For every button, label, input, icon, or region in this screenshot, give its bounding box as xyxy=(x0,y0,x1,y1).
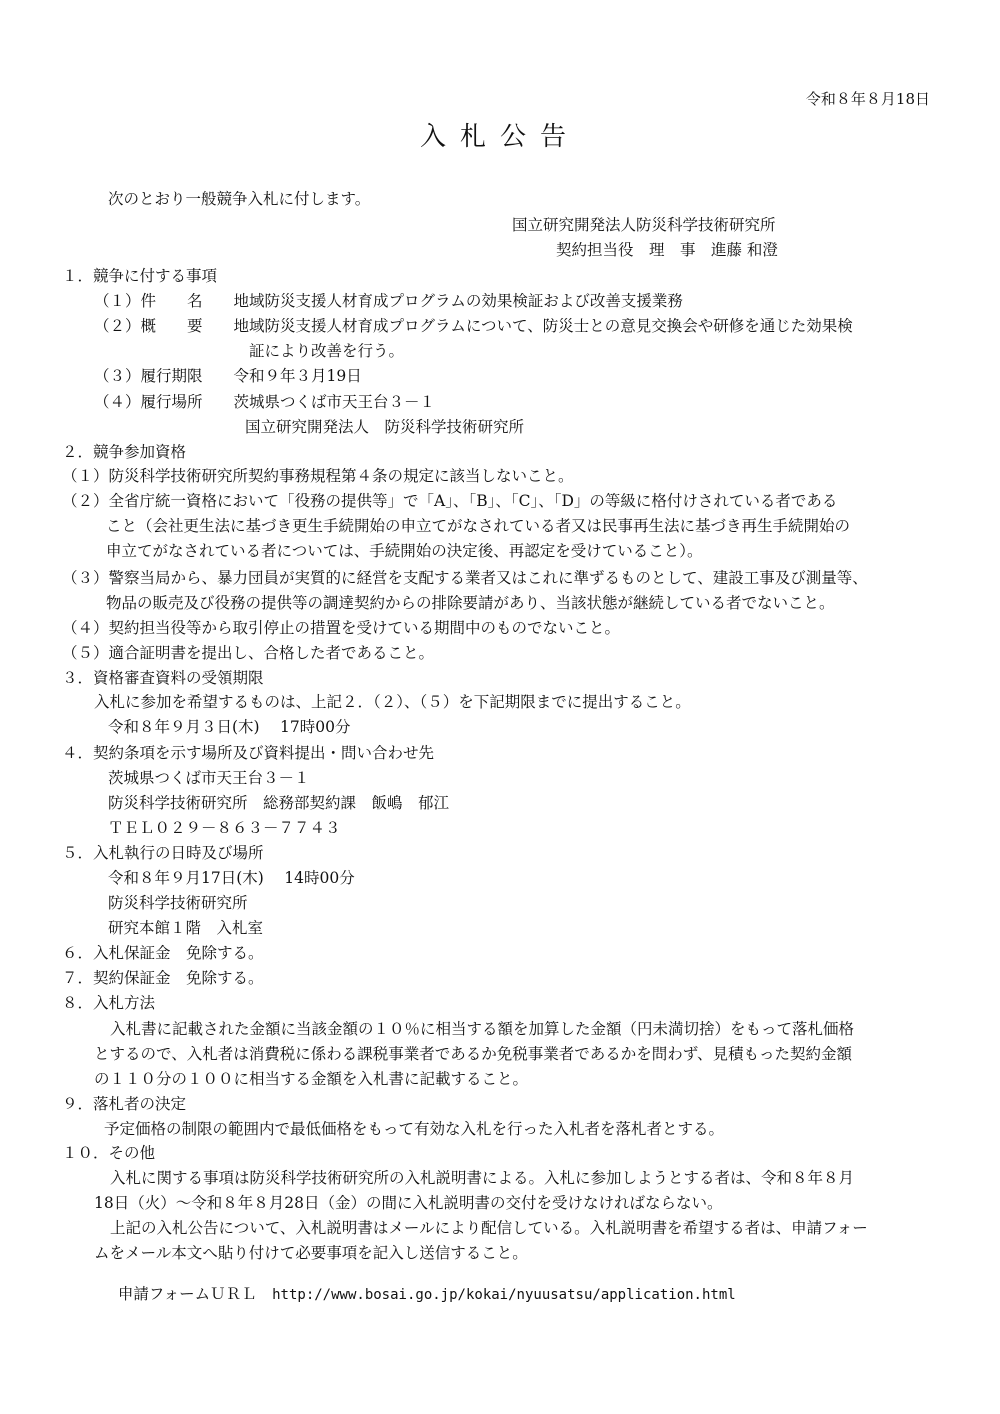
section-9-body: 予定価格の制限の範囲内で最低価格をもって有効な入札を行った入札者を落札者とする。 xyxy=(104,1120,725,1138)
section-8-heading: ８．入札方法 xyxy=(62,994,156,1012)
section-10-heading: １０．その他 xyxy=(62,1144,156,1162)
section-9-heading: ９．落札者の決定 xyxy=(62,1095,187,1113)
section-1-item-4: （４）履行場所 茨城県つくば市天王台３－１ xyxy=(94,393,436,411)
section-2-item-2: （２）全省庁統一資格において「役務の提供等」で「A」、「B」、「C」、「D」の等級に格付けされている者である xyxy=(62,492,838,510)
contract-officer: 契約担当役 理 事 進藤 和澄 xyxy=(556,241,778,259)
section-3-deadline: 令和８年９月３日(木) 17時00分 xyxy=(108,718,351,736)
section-10-line-3: 上記の入札公告について、入札説明書はメールにより配信している。入札説明書を希望する者は、申請フォー xyxy=(110,1219,868,1237)
section-2-item-4: （４）契約担当役等から取引停止の措置を受けている期間中のものでないこと。 xyxy=(62,619,621,637)
form-url-link[interactable]: http://www.bosai.go.jp/kokai/nyuusatsu/application.html xyxy=(272,1286,736,1303)
section-2-heading: ２．競争参加資格 xyxy=(62,443,187,461)
section-2-item-5: （５）適合証明書を提出し、合格した者であること。 xyxy=(62,644,435,662)
section-5-place-2: 研究本館１階 入札室 xyxy=(108,919,264,937)
section-10-line-1: 入札に関する事項は防災科学技術研究所の入札説明書による。入札に参加しようとする者は、令和８年８月 xyxy=(110,1169,855,1187)
section-1-item-3: （３）履行期限 令和９年３月19日 xyxy=(94,367,362,385)
section-7-text: ７．契約保証金 免除する。 xyxy=(62,969,264,987)
section-1-item-2-cont: 証により改善を行う。 xyxy=(249,342,405,360)
section-2-item-3-cont: 物品の販売及び役務の提供等の調達契約からの排除要請があり、当該状態が継続している者でないこと。 xyxy=(106,594,835,612)
section-1-heading: １．競争に付する事項 xyxy=(62,267,218,285)
section-10-line-4: ムをメール本文へ貼り付けて必要事項を記入し送信すること。 xyxy=(94,1244,528,1262)
page-title: 入札公告 xyxy=(419,122,580,152)
section-6-text: ６．入札保証金 免除する。 xyxy=(62,944,264,962)
section-4-telephone: ＴＥＬ０２９－８６３－７７４３ xyxy=(108,819,341,837)
section-5-datetime: 令和８年９月17日(木) 14時00分 xyxy=(108,869,355,887)
form-url-label: 申請フォームＵＲＬ xyxy=(117,1284,257,1303)
section-2-item-1: （１）防災科学技術研究所契約事務規程第４条の規定に該当しないこと。 xyxy=(62,467,574,485)
section-2-item-2-cont-2: 申立てがなされている者については、手続開始の決定後、再認定を受けていること）。 xyxy=(106,542,703,560)
organization-name: 国立研究開発法人防災科学技術研究所 xyxy=(512,216,776,234)
section-2-item-2-cont-1: こと（会社更生法に基づき更生手続開始の申立てがなされている者又は民事再生法に基づき再生手続開始の xyxy=(106,517,851,535)
section-10-form-url-row xyxy=(108,1271,736,1302)
section-5-place-1: 防災科学技術研究所 xyxy=(108,894,248,912)
section-4-department: 防災科学技術研究所 総務部契約課 飯嶋 郁江 xyxy=(108,794,450,812)
section-1-item-1: （１）件 名 地域防災支援人材育成プログラムの効果検証および改善支援業務 xyxy=(94,292,683,310)
section-2-item-3: （３）警察当局から、暴力団員が実質的に経営を支配する業者又はこれに準ずるものとして、建設工事及び測量等、 xyxy=(62,569,868,587)
section-3-body: 入札に参加を希望するものは、上記２．（２）、（５）を下記期限までに提出すること。 xyxy=(94,693,691,711)
section-1-item-4-cont: 国立研究開発法人 防災科学技術研究所 xyxy=(245,418,525,436)
section-4-address: 茨城県つくば市天王台３－１ xyxy=(108,769,310,787)
notice-date: 令和８年８月18日 xyxy=(805,90,930,108)
section-8-line-2: とするので、入札者は消費税に係わる課税事業者であるか免税事業者であるかを問わず、見積もった契約金額 xyxy=(94,1045,852,1063)
intro-text: 次のとおり一般競争入札に付します。 xyxy=(108,190,371,208)
section-5-heading: ５．入札執行の日時及び場所 xyxy=(62,844,264,862)
section-8-line-3: の１１０分の１００に相当する金額を入札書に記載すること。 xyxy=(94,1070,529,1088)
section-3-heading: ３．資格審査資料の受領期限 xyxy=(62,669,264,687)
section-1-item-2: （２）概 要 地域防災支援人材育成プログラムについて、防災士との意見交換会や研修を通じた効果検 xyxy=(94,317,853,335)
section-4-heading: ４．契約条項を示す場所及び資料提出・問い合わせ先 xyxy=(62,744,435,762)
section-10-line-2: 18日（火）～令和８年８月28日（金）の間に入札説明書の交付を受けなければならない。 xyxy=(94,1194,723,1212)
section-8-line-1: 入札書に記載された金額に当該金額の１０％に相当する額を加算した金額（円未満切捨）をもって落札価格 xyxy=(110,1020,855,1038)
